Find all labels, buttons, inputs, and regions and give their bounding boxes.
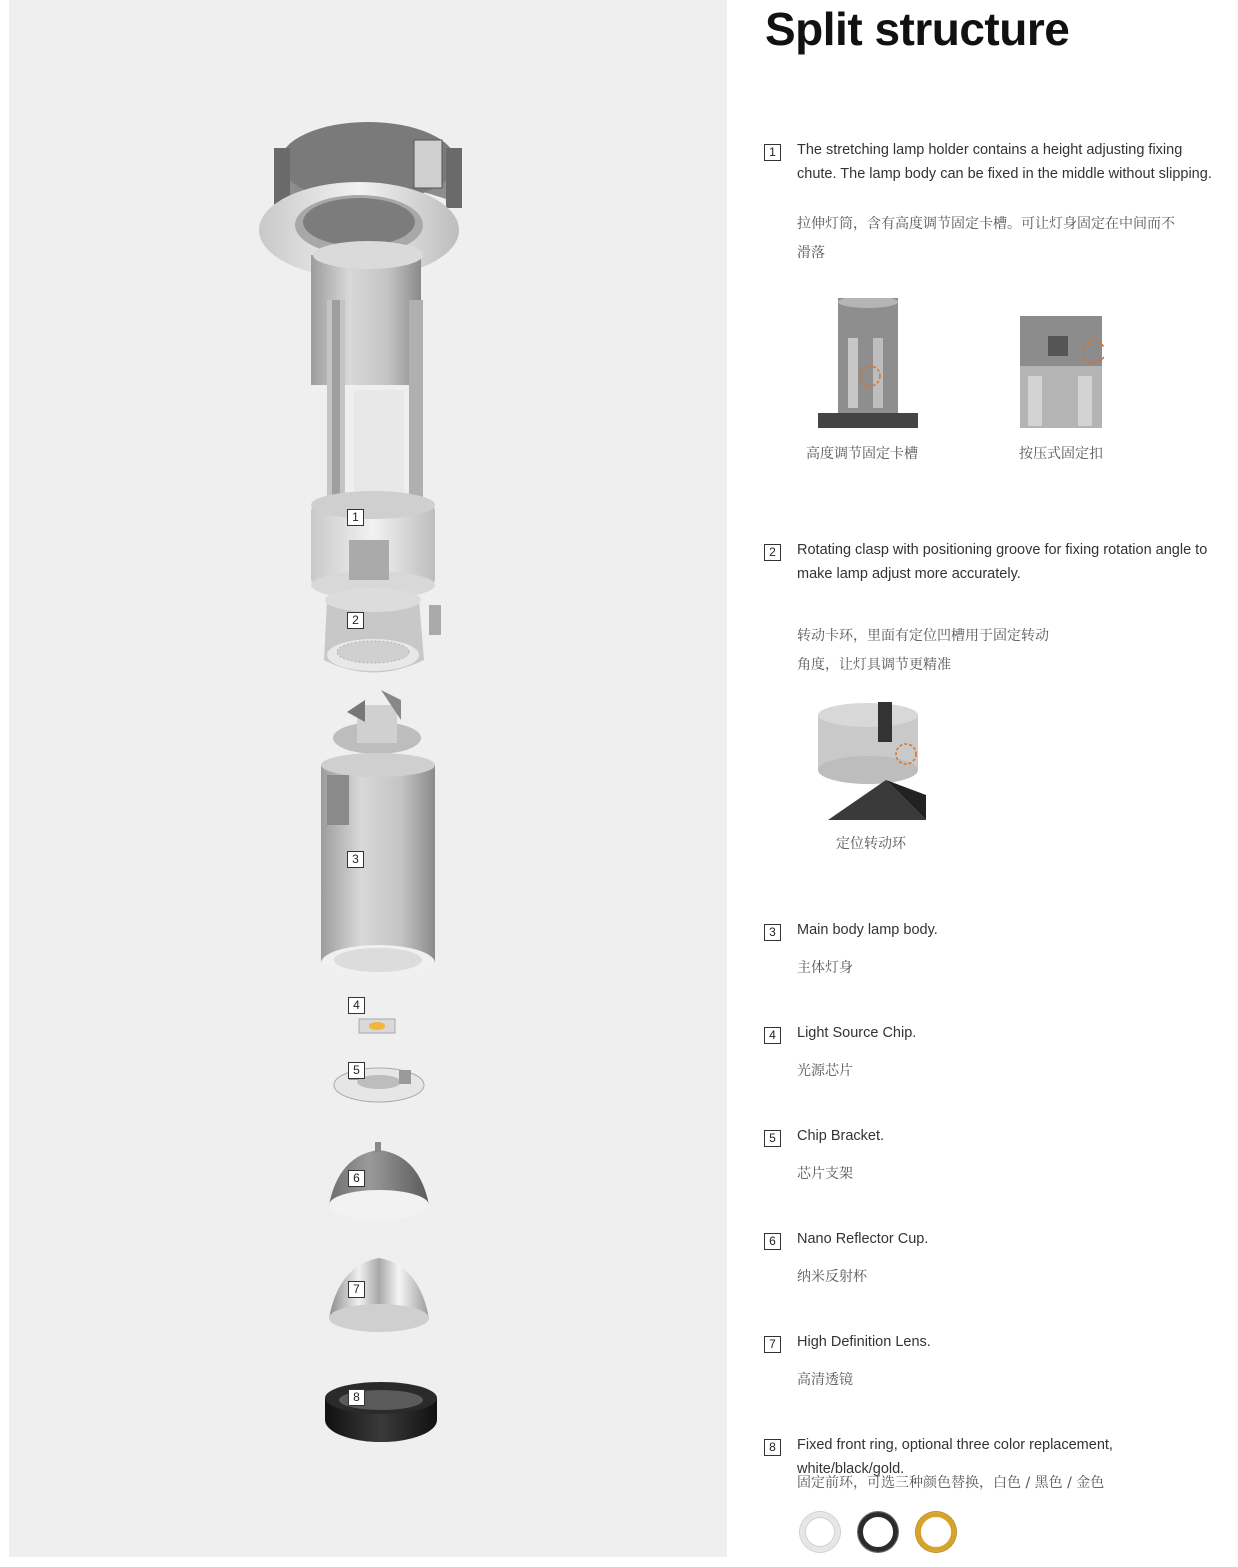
item-5-chinese: 芯片支架 (797, 1166, 853, 1182)
diagram-label-3: 3 (347, 851, 364, 868)
caption-height-slot: 高度调节固定卡槽 (806, 446, 918, 462)
item-6-chinese: 纳米反射杯 (797, 1269, 867, 1285)
diagram-label-1: 1 (347, 509, 364, 526)
part-2-rotating-clasp (324, 588, 441, 673)
item-number-4: 4 (764, 1027, 781, 1044)
diagram-label-6: 6 (348, 1170, 365, 1187)
item-3-chinese: 主体灯身 (797, 960, 853, 976)
caption-press-clasp: 按压式固定扣 (1019, 446, 1103, 462)
part-3-main-body (321, 753, 435, 981)
item-7-english: High Definition Lens. (797, 1334, 931, 1350)
item-4-english: Light Source Chip. (797, 1025, 917, 1041)
stretching-tube (311, 241, 423, 520)
caption-rotation-ring: 定位转动环 (836, 836, 906, 852)
gold-ring-swatch (916, 1512, 956, 1552)
item-8-english: Fixed front ring, optional three color replacement, white/black/gold. (797, 1437, 1113, 1477)
diagram-label-4: 4 (348, 997, 365, 1014)
item-3-english: Main body lamp body. (797, 922, 938, 938)
page-title: Split structure (765, 3, 1070, 55)
diagram-label-2: 2 (347, 612, 364, 629)
body-top-cap (333, 690, 421, 754)
exploded-view-panel (9, 0, 727, 1557)
item-number-1: 1 (764, 144, 781, 161)
white-ring-swatch (800, 1512, 840, 1552)
diagram-label-5: 5 (348, 1062, 365, 1079)
item-2-chinese: 转动卡环，里面有定位凹槽用于固定转动角度，让灯具调节更精准 (797, 628, 1049, 673)
item-1-chinese: 拉伸灯筒，含有高度调节固定卡槽。可让灯身固定在中间而不滑落 (797, 216, 1175, 261)
item-4-chinese: 光源芯片 (797, 1063, 853, 1079)
part-8-front-ring (325, 1382, 437, 1442)
item-7-chinese: 高清透镜 (797, 1372, 853, 1388)
item-6-english: Nano Reflector Cup. (797, 1231, 929, 1247)
part-7-lens (329, 1258, 429, 1332)
press-clasp-detail-image (1018, 316, 1104, 428)
exploded-lamp-diagram (9, 0, 727, 1557)
item-number-8: 8 (764, 1439, 781, 1456)
item-number-2: 2 (764, 544, 781, 561)
black-ring-swatch (858, 1512, 898, 1552)
diagram-label-7: 7 (348, 1281, 365, 1298)
item-number-7: 7 (764, 1336, 781, 1353)
item-8-chinese: 固定前环，可选三种颜色替换，白色 / 黑色 / 金色 (797, 1475, 1105, 1491)
height-slot-detail-image (818, 298, 918, 428)
item-5-english: Chip Bracket. (797, 1128, 885, 1144)
item-number-6: 6 (764, 1233, 781, 1250)
part-6-reflector-cup (329, 1142, 429, 1220)
item-number-3: 3 (764, 924, 781, 941)
item-1-english: The stretching lamp holder contains a height adjusting fixing chute. The lamp body can be fixed in the middle without slipping. (797, 142, 1212, 182)
part-1-holder-collar (311, 491, 435, 599)
rotation-ring-detail-image (806, 690, 936, 822)
diagram-label-8: 8 (348, 1389, 365, 1406)
item-2-english: Rotating clasp with positioning groove for fixing rotation angle to make lamp adjust more accurately. (797, 542, 1208, 582)
item-number-5: 5 (764, 1130, 781, 1147)
part-4-light-chip (359, 1019, 395, 1033)
